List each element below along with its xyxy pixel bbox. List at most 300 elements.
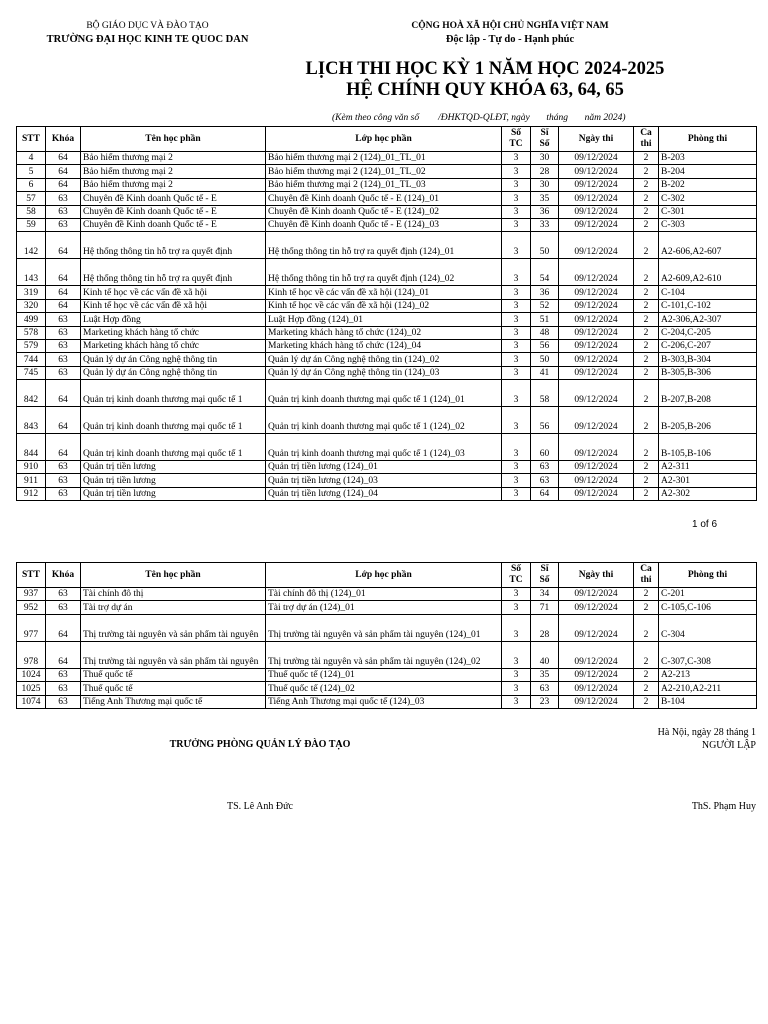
cell-room: A2-606,A2-607 (659, 232, 757, 259)
cell-credits: 3 (502, 487, 531, 500)
cell-shift: 2 (634, 366, 659, 379)
cell-stt: 320 (17, 299, 46, 312)
cell-credits: 3 (502, 601, 531, 614)
cell-shift: 2 (634, 461, 659, 474)
cell-date: 09/12/2024 (559, 218, 634, 231)
cell-date: 09/12/2024 (559, 313, 634, 326)
cell-class: Kinh tế học về các vấn đề xã hội (124)_01 (266, 286, 502, 299)
cell-credits: 3 (502, 152, 531, 165)
cell-room: C-104 (659, 286, 757, 299)
cell-date: 09/12/2024 (559, 668, 634, 681)
cell-course: Tài trợ dự án (81, 601, 266, 614)
cell-room: C-301 (659, 205, 757, 218)
cell-course: Chuyên đề Kinh doanh Quốc tế - E (81, 218, 266, 231)
cell-credits: 3 (502, 641, 531, 668)
cell-room: A2-302 (659, 487, 757, 500)
col-stt: STT (17, 563, 46, 588)
cell-shift: 2 (634, 165, 659, 178)
cell-size: 33 (531, 218, 559, 231)
cell-khoa: 63 (46, 192, 81, 205)
cell-credits: 3 (502, 461, 531, 474)
cell-shift: 2 (634, 192, 659, 205)
cell-size: 34 (531, 588, 559, 601)
col-khoa: Khóa (46, 127, 81, 152)
cell-room: B-104 (659, 695, 757, 708)
page-title (290, 59, 680, 101)
table-row (17, 695, 757, 708)
cell-credits: 3 (502, 668, 531, 681)
cell-class: Luật Hợp đồng (124)_01 (266, 313, 502, 326)
cell-class: Tài trợ dự án (124)_01 (266, 601, 502, 614)
cell-size: 36 (531, 205, 559, 218)
cell-size: 50 (531, 353, 559, 366)
cell-credits: 3 (502, 474, 531, 487)
table-row (17, 152, 757, 165)
cell-class: Hệ thống thông tin hỗ trợ ra quyết định (124)_01 (266, 232, 502, 259)
cell-stt: 143 (17, 259, 46, 286)
cell-room: A2-306,A2-307 (659, 313, 757, 326)
cell-course: Quản trị tiền lương (81, 487, 266, 500)
table-row (17, 380, 757, 407)
cell-class: Thuế quốc tế (124)_01 (266, 668, 502, 681)
cell-date: 09/12/2024 (559, 192, 634, 205)
cell-credits: 3 (502, 286, 531, 299)
cell-shift: 2 (634, 313, 659, 326)
cell-size: 63 (531, 461, 559, 474)
cell-date: 09/12/2024 (559, 487, 634, 500)
cell-room: C-105,C-106 (659, 601, 757, 614)
table-row (17, 232, 757, 259)
cell-date: 09/12/2024 (559, 205, 634, 218)
cell-class: Quản lý dự án Công nghệ thông tin (124)_02 (266, 353, 502, 366)
cell-size: 50 (531, 232, 559, 259)
cell-date: 09/12/2024 (559, 588, 634, 601)
cell-size: 36 (531, 286, 559, 299)
cell-date: 09/12/2024 (559, 165, 634, 178)
table-row (17, 299, 757, 312)
col-stt: STT (17, 127, 46, 152)
cell-credits: 3 (502, 192, 531, 205)
cell-course: Luật Hợp đồng (81, 313, 266, 326)
cell-khoa: 63 (46, 366, 81, 379)
cell-class: Quản trị tiền lương (124)_01 (266, 461, 502, 474)
cell-khoa: 64 (46, 286, 81, 299)
cell-date: 09/12/2024 (559, 682, 634, 695)
cell-khoa: 63 (46, 205, 81, 218)
cell-date: 09/12/2024 (559, 353, 634, 366)
table-row (17, 366, 757, 379)
cell-khoa: 64 (46, 178, 81, 191)
office-head-title: TRƯỞNG PHÒNG QUẢN LÝ ĐÀO TẠO (169, 739, 351, 750)
cell-khoa: 63 (46, 474, 81, 487)
cell-class: Chuyên đề Kinh doanh Quốc tế - E (124)_03 (266, 218, 502, 231)
cell-stt: 745 (17, 366, 46, 379)
table-header-row (17, 127, 757, 152)
cell-stt: 978 (17, 641, 46, 668)
cell-size: 63 (531, 682, 559, 695)
cell-size: 48 (531, 326, 559, 339)
cell-stt: 578 (17, 326, 46, 339)
col-size: Sĩ Số (531, 563, 559, 588)
cell-shift: 2 (634, 641, 659, 668)
cell-khoa: 64 (46, 407, 81, 434)
cell-khoa: 64 (46, 434, 81, 461)
table-row (17, 614, 757, 641)
cell-khoa: 64 (46, 152, 81, 165)
cell-size: 30 (531, 178, 559, 191)
cell-course: Quản trị kinh doanh thương mại quốc tế 1 (81, 407, 266, 434)
cell-shift: 2 (634, 668, 659, 681)
cell-course: Tài chính đô thị (81, 588, 266, 601)
cell-stt: 5 (17, 165, 46, 178)
cell-size: 52 (531, 299, 559, 312)
cell-stt: 952 (17, 601, 46, 614)
cell-room: A2-609,A2-610 (659, 259, 757, 286)
cell-date: 09/12/2024 (559, 641, 634, 668)
cell-size: 56 (531, 407, 559, 434)
university-name: TRƯỜNG ĐẠI HỌC KINH TE QUOC DAN (46, 34, 249, 45)
table-row (17, 682, 757, 695)
cell-date: 09/12/2024 (559, 474, 634, 487)
exam-schedule-table-2 (16, 562, 757, 709)
cell-size: 51 (531, 313, 559, 326)
cell-date: 09/12/2024 (559, 286, 634, 299)
cell-date: 09/12/2024 (559, 434, 634, 461)
cell-stt: 844 (17, 434, 46, 461)
cell-room: B-105,B-106 (659, 434, 757, 461)
cell-khoa: 63 (46, 313, 81, 326)
cell-class: Chuyên đề Kinh doanh Quốc tế - E (124)_01 (266, 192, 502, 205)
cell-room: B-207,B-208 (659, 380, 757, 407)
cell-credits: 3 (502, 695, 531, 708)
cell-stt: 977 (17, 614, 46, 641)
cell-stt: 4 (17, 152, 46, 165)
cell-date: 09/12/2024 (559, 407, 634, 434)
cell-date: 09/12/2024 (559, 614, 634, 641)
table-row (17, 218, 757, 231)
cell-date: 09/12/2024 (559, 259, 634, 286)
cell-course: Hệ thống thông tin hỗ trợ ra quyết định (81, 232, 266, 259)
table-row (17, 641, 757, 668)
cell-shift: 2 (634, 205, 659, 218)
cell-shift: 2 (634, 259, 659, 286)
cell-credits: 3 (502, 434, 531, 461)
cell-stt: 499 (17, 313, 46, 326)
cell-credits: 3 (502, 326, 531, 339)
cell-credits: 3 (502, 614, 531, 641)
cell-credits: 3 (502, 313, 531, 326)
table-row (17, 313, 757, 326)
cell-date: 09/12/2024 (559, 232, 634, 259)
cell-credits: 3 (502, 353, 531, 366)
cell-shift: 2 (634, 380, 659, 407)
cell-credits: 3 (502, 299, 531, 312)
cell-date: 09/12/2024 (559, 695, 634, 708)
title-line-1: LỊCH THI HỌC KỲ 1 NĂM HỌC 2024-2025 (305, 59, 665, 79)
cell-room: C-201 (659, 588, 757, 601)
col-credits: Số TC (502, 563, 531, 588)
cell-khoa: 63 (46, 461, 81, 474)
cell-shift: 2 (634, 286, 659, 299)
table-row (17, 205, 757, 218)
cell-course: Chuyên đề Kinh doanh Quốc tế - E (81, 205, 266, 218)
col-date: Ngày thi (559, 127, 634, 152)
table-row (17, 339, 757, 352)
cell-course: Quản trị tiền lương (81, 461, 266, 474)
header-right (390, 20, 630, 46)
col-class: Lớp học phần (266, 127, 502, 152)
col-date: Ngày thi (559, 563, 634, 588)
footer-place-date (600, 726, 756, 752)
cell-stt: 1025 (17, 682, 46, 695)
cell-course: Bảo hiểm thương mại 2 (81, 178, 266, 191)
cell-date: 09/12/2024 (559, 178, 634, 191)
cell-khoa: 64 (46, 259, 81, 286)
table-row (17, 601, 757, 614)
cell-room: C-304 (659, 614, 757, 641)
cell-size: 56 (531, 339, 559, 352)
cell-date: 09/12/2024 (559, 601, 634, 614)
cell-stt: 59 (17, 218, 46, 231)
cell-class: Quản trị kinh doanh thương mại quốc tế 1 (124)_01 (266, 380, 502, 407)
cell-course: Kinh tế học về các vấn đề xã hội (81, 286, 266, 299)
table-row (17, 668, 757, 681)
cell-size: 54 (531, 259, 559, 286)
cell-room: A2-301 (659, 474, 757, 487)
cell-credits: 3 (502, 407, 531, 434)
cell-shift: 2 (634, 474, 659, 487)
cell-shift: 2 (634, 178, 659, 191)
cell-course: Quản trị kinh doanh thương mại quốc tế 1 (81, 434, 266, 461)
cell-course: Hệ thống thông tin hỗ trợ ra quyết định (81, 259, 266, 286)
cell-credits: 3 (502, 588, 531, 601)
table-row (17, 259, 757, 286)
cell-stt: 843 (17, 407, 46, 434)
cell-course: Thị trường tài nguyên và sản phẩm tài nguyên (81, 614, 266, 641)
cell-stt: 912 (17, 487, 46, 500)
cell-khoa: 64 (46, 380, 81, 407)
cell-stt: 57 (17, 192, 46, 205)
cell-credits: 3 (502, 218, 531, 231)
cell-date: 09/12/2024 (559, 366, 634, 379)
cell-shift: 2 (634, 232, 659, 259)
cell-size: 35 (531, 192, 559, 205)
cell-size: 41 (531, 366, 559, 379)
table-row (17, 353, 757, 366)
cell-room: B-203 (659, 152, 757, 165)
cell-shift: 2 (634, 682, 659, 695)
cell-shift: 2 (634, 695, 659, 708)
cell-room: C-302 (659, 192, 757, 205)
cell-stt: 142 (17, 232, 46, 259)
cell-room: C-101,C-102 (659, 299, 757, 312)
table-row (17, 487, 757, 500)
preparer-title: NGƯỜI LẬP (701, 740, 756, 751)
cell-stt: 58 (17, 205, 46, 218)
table-row (17, 326, 757, 339)
table-row (17, 165, 757, 178)
cell-room: C-204,C-205 (659, 326, 757, 339)
reference-note: (Kèm theo công văn số /ĐHKTQD-QLĐT, ngày tháng năm 2024) (332, 113, 626, 123)
cell-khoa: 63 (46, 682, 81, 695)
cell-size: 71 (531, 601, 559, 614)
cell-size: 28 (531, 614, 559, 641)
cell-course: Thị trường tài nguyên và sản phẩm tài nguyên (81, 641, 266, 668)
preparer-name: ThS. Phạm Huy (691, 801, 756, 812)
cell-class: Kinh tế học về các vấn đề xã hội (124)_02 (266, 299, 502, 312)
cell-stt: 1024 (17, 668, 46, 681)
cell-size: 23 (531, 695, 559, 708)
cell-stt: 744 (17, 353, 46, 366)
table-header-row (17, 563, 757, 588)
cell-date: 09/12/2024 (559, 152, 634, 165)
cell-shift: 2 (634, 353, 659, 366)
cell-room: A2-213 (659, 668, 757, 681)
cell-class: Tiếng Anh Thương mại quốc tế (124)_03 (266, 695, 502, 708)
nation-name: CỘNG HOÀ XÃ HỘI CHỦ NGHĨA VIỆT NAM (411, 21, 609, 31)
table-row (17, 407, 757, 434)
col-khoa: Khóa (46, 563, 81, 588)
cell-date: 09/12/2024 (559, 326, 634, 339)
cell-khoa: 63 (46, 487, 81, 500)
col-size: Sĩ Số (531, 127, 559, 152)
cell-size: 28 (531, 165, 559, 178)
cell-shift: 2 (634, 407, 659, 434)
cell-shift: 2 (634, 588, 659, 601)
cell-class: Marketing khách hàng tổ chức (124)_02 (266, 326, 502, 339)
nation-motto: Độc lập - Tự do - Hạnh phúc (445, 34, 575, 45)
cell-course: Quản trị tiền lương (81, 474, 266, 487)
cell-class: Marketing khách hàng tổ chức (124)_04 (266, 339, 502, 352)
col-class: Lớp học phần (266, 563, 502, 588)
cell-size: 35 (531, 668, 559, 681)
col-shift: Ca thi (634, 127, 659, 152)
cell-room: B-204 (659, 165, 757, 178)
cell-course: Thuế quốc tế (81, 668, 266, 681)
cell-class: Thuế quốc tế (124)_02 (266, 682, 502, 695)
header-left (20, 20, 275, 46)
cell-room: C-303 (659, 218, 757, 231)
cell-shift: 2 (634, 601, 659, 614)
cell-course: Chuyên đề Kinh doanh Quốc tế - E (81, 192, 266, 205)
cell-khoa: 63 (46, 353, 81, 366)
table-row (17, 192, 757, 205)
cell-size: 40 (531, 641, 559, 668)
cell-size: 64 (531, 487, 559, 500)
cell-course: Bảo hiểm thương mại 2 (81, 152, 266, 165)
cell-size: 63 (531, 474, 559, 487)
cell-shift: 2 (634, 434, 659, 461)
cell-khoa: 63 (46, 601, 81, 614)
cell-class: Quản trị tiền lương (124)_03 (266, 474, 502, 487)
col-room: Phòng thi (659, 563, 757, 588)
cell-date: 09/12/2024 (559, 380, 634, 407)
cell-khoa: 63 (46, 668, 81, 681)
cell-shift: 2 (634, 299, 659, 312)
col-shift: Ca thi (634, 563, 659, 588)
cell-credits: 3 (502, 339, 531, 352)
page-number: 1 of 6 (692, 519, 718, 530)
cell-room: C-206,C-207 (659, 339, 757, 352)
cell-khoa: 64 (46, 614, 81, 641)
ministry-name: BỘ GIÁO DỤC VÀ ĐÀO TẠO (86, 21, 209, 31)
cell-course: Quản lý dự án Công nghệ thông tin (81, 366, 266, 379)
table-row (17, 461, 757, 474)
col-course: Tên học phần (81, 563, 266, 588)
cell-credits: 3 (502, 165, 531, 178)
cell-course: Marketing khách hàng tổ chức (81, 339, 266, 352)
cell-course: Quản trị kinh doanh thương mại quốc tế 1 (81, 380, 266, 407)
cell-class: Tài chính đô thị (124)_01 (266, 588, 502, 601)
cell-course: Quản lý dự án Công nghệ thông tin (81, 353, 266, 366)
table-row (17, 286, 757, 299)
col-credits: Số TC (502, 127, 531, 152)
cell-credits: 3 (502, 205, 531, 218)
cell-date: 09/12/2024 (559, 339, 634, 352)
place-date: Hà Nội, ngày 28 tháng 1 (657, 727, 756, 738)
cell-khoa: 64 (46, 299, 81, 312)
table-row (17, 588, 757, 601)
cell-shift: 2 (634, 487, 659, 500)
cell-stt: 842 (17, 380, 46, 407)
cell-shift: 2 (634, 614, 659, 641)
exam-schedule-table-1 (16, 126, 757, 501)
cell-class: Hệ thống thông tin hỗ trợ ra quyết định (124)_02 (266, 259, 502, 286)
cell-size: 58 (531, 380, 559, 407)
cell-shift: 2 (634, 339, 659, 352)
cell-class: Bảo hiểm thương mại 2 (124)_01_TL_02 (266, 165, 502, 178)
cell-shift: 2 (634, 326, 659, 339)
cell-room: C-307,C-308 (659, 641, 757, 668)
cell-stt: 579 (17, 339, 46, 352)
cell-khoa: 63 (46, 339, 81, 352)
col-course: Tên học phần (81, 127, 266, 152)
cell-size: 60 (531, 434, 559, 461)
cell-course: Thuế quốc tế (81, 682, 266, 695)
cell-class: Quản lý dự án Công nghệ thông tin (124)_03 (266, 366, 502, 379)
cell-shift: 2 (634, 218, 659, 231)
cell-stt: 6 (17, 178, 46, 191)
cell-khoa: 64 (46, 232, 81, 259)
cell-khoa: 64 (46, 165, 81, 178)
cell-room: A2-210,A2-211 (659, 682, 757, 695)
cell-credits: 3 (502, 366, 531, 379)
cell-date: 09/12/2024 (559, 461, 634, 474)
office-head-name: TS. Lê Anh Đức (227, 801, 293, 812)
cell-class: Quản trị kinh doanh thương mại quốc tế 1 (124)_02 (266, 407, 502, 434)
cell-credits: 3 (502, 232, 531, 259)
cell-class: Chuyên đề Kinh doanh Quốc tế - E (124)_02 (266, 205, 502, 218)
cell-credits: 3 (502, 178, 531, 191)
cell-class: Thị trường tài nguyên và sản phẩm tài nguyên (124)_02 (266, 641, 502, 668)
cell-credits: 3 (502, 682, 531, 695)
cell-credits: 3 (502, 380, 531, 407)
cell-khoa: 64 (46, 641, 81, 668)
cell-class: Quản trị tiền lương (124)_04 (266, 487, 502, 500)
cell-course: Kinh tế học về các vấn đề xã hội (81, 299, 266, 312)
cell-khoa: 63 (46, 326, 81, 339)
cell-course: Marketing khách hàng tổ chức (81, 326, 266, 339)
cell-size: 30 (531, 152, 559, 165)
cell-class: Bảo hiểm thương mại 2 (124)_01_TL_01 (266, 152, 502, 165)
title-line-2: HỆ CHÍNH QUY KHÓA 63, 64, 65 (346, 80, 624, 100)
cell-stt: 319 (17, 286, 46, 299)
cell-room: B-303,B-304 (659, 353, 757, 366)
cell-stt: 911 (17, 474, 46, 487)
cell-stt: 910 (17, 461, 46, 474)
cell-stt: 937 (17, 588, 46, 601)
cell-room: B-205,B-206 (659, 407, 757, 434)
